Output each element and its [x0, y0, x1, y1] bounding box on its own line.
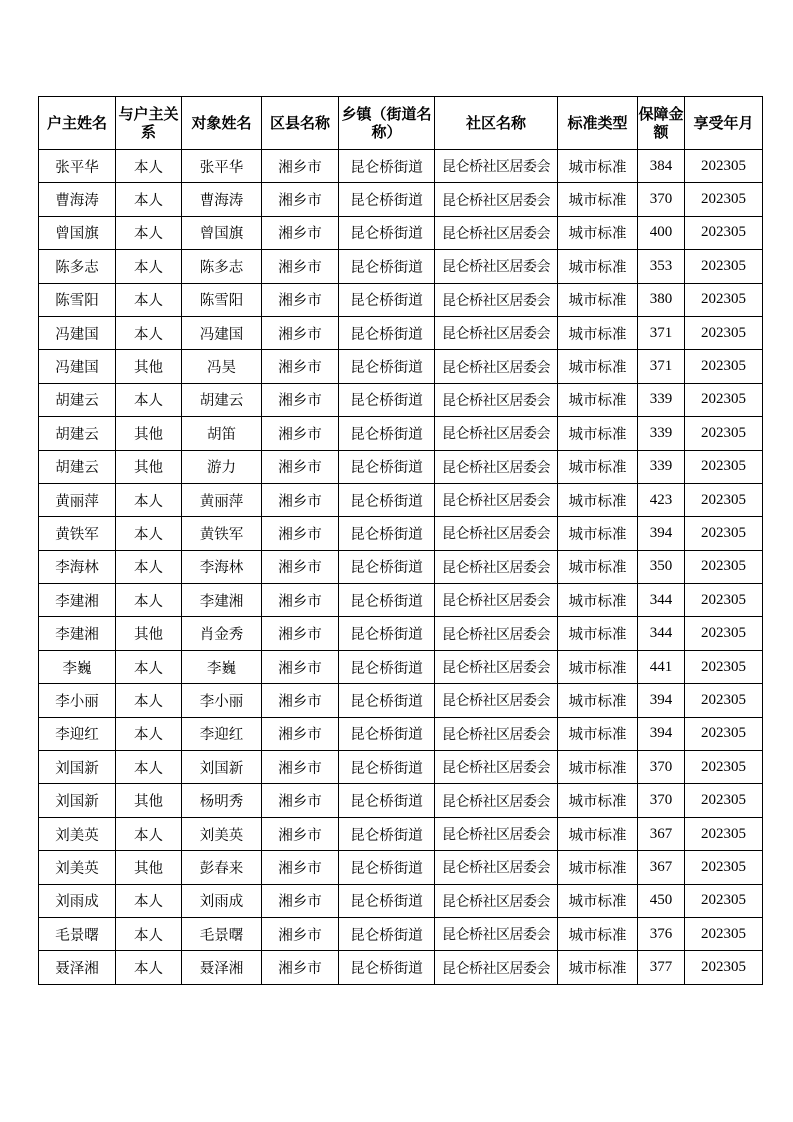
cell-amount: 339: [638, 383, 685, 416]
cell-period: 202305: [685, 316, 763, 349]
cell-recipient-name: 杨明秀: [182, 784, 262, 817]
cell-household-head: 陈多志: [39, 250, 116, 283]
table-row: [39, 951, 763, 984]
cell-community: 昆仑桥社区居委会: [435, 951, 558, 984]
cell-amount: 376: [638, 917, 685, 950]
cell-recipient-name: 黄丽萍: [182, 483, 262, 516]
cell-community: 昆仑桥社区居委会: [435, 350, 558, 383]
cell-recipient-name: 刘国新: [182, 751, 262, 784]
cell-household-head: 冯建国: [39, 350, 116, 383]
cell-period: 202305: [685, 617, 763, 650]
subsidy-table: [38, 96, 763, 985]
table-row: [39, 417, 763, 450]
cell-period: 202305: [685, 483, 763, 516]
cell-relation: 本人: [116, 483, 182, 516]
cell-household-head: 刘国新: [39, 751, 116, 784]
cell-period: 202305: [685, 684, 763, 717]
cell-community: 昆仑桥社区居委会: [435, 250, 558, 283]
cell-standard-type: 城市标准: [558, 884, 638, 917]
table-row: [39, 183, 763, 216]
cell-county: 湘乡市: [262, 517, 339, 550]
cell-relation: 本人: [116, 817, 182, 850]
cell-community: 昆仑桥社区居委会: [435, 483, 558, 516]
table-row: [39, 617, 763, 650]
cell-county: 湘乡市: [262, 817, 339, 850]
cell-county: 湘乡市: [262, 417, 339, 450]
cell-standard-type: 城市标准: [558, 617, 638, 650]
cell-household-head: 李迎红: [39, 717, 116, 750]
cell-household-head: 毛景曙: [39, 917, 116, 950]
cell-household-head: 胡建云: [39, 383, 116, 416]
cell-relation: 本人: [116, 650, 182, 683]
cell-recipient-name: 曾国旗: [182, 216, 262, 249]
cell-community: 昆仑桥社区居委会: [435, 216, 558, 249]
cell-relation: 其他: [116, 851, 182, 884]
cell-township: 昆仑桥街道: [339, 517, 435, 550]
cell-relation: 其他: [116, 350, 182, 383]
cell-standard-type: 城市标准: [558, 483, 638, 516]
cell-household-head: 刘美英: [39, 851, 116, 884]
cell-county: 湘乡市: [262, 584, 339, 617]
cell-recipient-name: 曹海涛: [182, 183, 262, 216]
cell-township: 昆仑桥街道: [339, 350, 435, 383]
cell-county: 湘乡市: [262, 917, 339, 950]
cell-household-head: 刘雨成: [39, 884, 116, 917]
cell-township: 昆仑桥街道: [339, 784, 435, 817]
cell-township: 昆仑桥街道: [339, 650, 435, 683]
cell-township: 昆仑桥街道: [339, 183, 435, 216]
cell-relation: 本人: [116, 751, 182, 784]
cell-community: 昆仑桥社区居委会: [435, 183, 558, 216]
table-row: [39, 550, 763, 583]
cell-period: 202305: [685, 817, 763, 850]
cell-period: 202305: [685, 717, 763, 750]
cell-household-head: 胡建云: [39, 417, 116, 450]
cell-township: 昆仑桥街道: [339, 584, 435, 617]
cell-household-head: 李海林: [39, 550, 116, 583]
cell-amount: 377: [638, 951, 685, 984]
cell-community: 昆仑桥社区居委会: [435, 684, 558, 717]
cell-township: 昆仑桥街道: [339, 917, 435, 950]
table-row: [39, 884, 763, 917]
cell-recipient-name: 张平华: [182, 150, 262, 183]
cell-household-head: 张平华: [39, 150, 116, 183]
cell-community: 昆仑桥社区居委会: [435, 450, 558, 483]
cell-township: 昆仑桥街道: [339, 751, 435, 784]
header-period: 享受年月: [685, 97, 763, 150]
cell-community: 昆仑桥社区居委会: [435, 584, 558, 617]
cell-township: 昆仑桥街道: [339, 851, 435, 884]
cell-period: 202305: [685, 751, 763, 784]
cell-township: 昆仑桥街道: [339, 283, 435, 316]
cell-recipient-name: 胡建云: [182, 383, 262, 416]
cell-period: 202305: [685, 383, 763, 416]
cell-county: 湘乡市: [262, 316, 339, 349]
cell-county: 湘乡市: [262, 884, 339, 917]
cell-county: 湘乡市: [262, 717, 339, 750]
cell-township: 昆仑桥街道: [339, 417, 435, 450]
cell-amount: 384: [638, 150, 685, 183]
cell-amount: 371: [638, 316, 685, 349]
table-row: [39, 150, 763, 183]
cell-amount: 441: [638, 650, 685, 683]
cell-amount: 344: [638, 584, 685, 617]
cell-amount: 339: [638, 417, 685, 450]
cell-relation: 其他: [116, 417, 182, 450]
header-relation: 与户主关系: [116, 97, 182, 150]
cell-community: 昆仑桥社区居委会: [435, 316, 558, 349]
cell-standard-type: 城市标准: [558, 684, 638, 717]
table-row: [39, 250, 763, 283]
cell-amount: 367: [638, 851, 685, 884]
cell-recipient-name: 李海林: [182, 550, 262, 583]
cell-county: 湘乡市: [262, 450, 339, 483]
cell-amount: 370: [638, 751, 685, 784]
cell-county: 湘乡市: [262, 483, 339, 516]
cell-relation: 本人: [116, 951, 182, 984]
cell-community: 昆仑桥社区居委会: [435, 751, 558, 784]
cell-household-head: 陈雪阳: [39, 283, 116, 316]
cell-township: 昆仑桥街道: [339, 216, 435, 249]
cell-amount: 371: [638, 350, 685, 383]
cell-amount: 394: [638, 717, 685, 750]
cell-standard-type: 城市标准: [558, 784, 638, 817]
cell-relation: 本人: [116, 584, 182, 617]
table-body: [39, 150, 763, 985]
table-row: [39, 917, 763, 950]
cell-amount: 344: [638, 617, 685, 650]
cell-recipient-name: 陈雪阳: [182, 283, 262, 316]
cell-household-head: 曾国旗: [39, 216, 116, 249]
cell-standard-type: 城市标准: [558, 450, 638, 483]
cell-county: 湘乡市: [262, 283, 339, 316]
table-row: [39, 483, 763, 516]
cell-relation: 本人: [116, 383, 182, 416]
cell-community: 昆仑桥社区居委会: [435, 917, 558, 950]
cell-recipient-name: 游力: [182, 450, 262, 483]
cell-community: 昆仑桥社区居委会: [435, 417, 558, 450]
cell-recipient-name: 李巍: [182, 650, 262, 683]
cell-household-head: 聂泽湘: [39, 951, 116, 984]
cell-community: 昆仑桥社区居委会: [435, 717, 558, 750]
cell-relation: 本人: [116, 717, 182, 750]
cell-household-head: 黄丽萍: [39, 483, 116, 516]
cell-amount: 367: [638, 817, 685, 850]
cell-standard-type: 城市标准: [558, 250, 638, 283]
cell-standard-type: 城市标准: [558, 851, 638, 884]
cell-community: 昆仑桥社区居委会: [435, 383, 558, 416]
header-amount: 保障金额: [638, 97, 685, 150]
cell-recipient-name: 刘雨成: [182, 884, 262, 917]
cell-recipient-name: 毛景曙: [182, 917, 262, 950]
cell-county: 湘乡市: [262, 550, 339, 583]
cell-community: 昆仑桥社区居委会: [435, 617, 558, 650]
cell-period: 202305: [685, 784, 763, 817]
cell-standard-type: 城市标准: [558, 350, 638, 383]
cell-household-head: 曹海涛: [39, 183, 116, 216]
cell-township: 昆仑桥街道: [339, 150, 435, 183]
header-recipient-name: 对象姓名: [182, 97, 262, 150]
cell-community: 昆仑桥社区居委会: [435, 851, 558, 884]
cell-household-head: 冯建国: [39, 316, 116, 349]
cell-household-head: 胡建云: [39, 450, 116, 483]
cell-amount: 353: [638, 250, 685, 283]
cell-county: 湘乡市: [262, 650, 339, 683]
cell-county: 湘乡市: [262, 250, 339, 283]
cell-relation: 本人: [116, 250, 182, 283]
cell-recipient-name: 冯建国: [182, 316, 262, 349]
cell-community: 昆仑桥社区居委会: [435, 283, 558, 316]
cell-county: 湘乡市: [262, 784, 339, 817]
cell-county: 湘乡市: [262, 751, 339, 784]
cell-county: 湘乡市: [262, 216, 339, 249]
header-household-head: 户主姓名: [39, 97, 116, 150]
table-row: [39, 784, 763, 817]
cell-amount: 423: [638, 483, 685, 516]
table-row: [39, 283, 763, 316]
table-row: [39, 684, 763, 717]
cell-relation: 本人: [116, 283, 182, 316]
cell-county: 湘乡市: [262, 383, 339, 416]
cell-relation: 本人: [116, 517, 182, 550]
cell-community: 昆仑桥社区居委会: [435, 817, 558, 850]
cell-relation: 其他: [116, 784, 182, 817]
cell-community: 昆仑桥社区居委会: [435, 784, 558, 817]
cell-standard-type: 城市标准: [558, 283, 638, 316]
cell-township: 昆仑桥街道: [339, 884, 435, 917]
cell-standard-type: 城市标准: [558, 951, 638, 984]
table-row: [39, 383, 763, 416]
cell-household-head: 李巍: [39, 650, 116, 683]
header-community: 社区名称: [435, 97, 558, 150]
cell-standard-type: 城市标准: [558, 316, 638, 349]
cell-county: 湘乡市: [262, 183, 339, 216]
cell-period: 202305: [685, 550, 763, 583]
cell-recipient-name: 刘美英: [182, 817, 262, 850]
cell-standard-type: 城市标准: [558, 817, 638, 850]
table-row: [39, 350, 763, 383]
header-township: 乡镇（街道名称）: [339, 97, 435, 150]
cell-township: 昆仑桥街道: [339, 817, 435, 850]
cell-household-head: 刘美英: [39, 817, 116, 850]
cell-township: 昆仑桥街道: [339, 483, 435, 516]
cell-period: 202305: [685, 650, 763, 683]
cell-household-head: 李小丽: [39, 684, 116, 717]
cell-period: 202305: [685, 951, 763, 984]
cell-period: 202305: [685, 450, 763, 483]
cell-relation: 本人: [116, 917, 182, 950]
cell-standard-type: 城市标准: [558, 417, 638, 450]
table-row: [39, 316, 763, 349]
table-row: [39, 584, 763, 617]
cell-standard-type: 城市标准: [558, 383, 638, 416]
cell-county: 湘乡市: [262, 150, 339, 183]
cell-county: 湘乡市: [262, 617, 339, 650]
cell-recipient-name: 李小丽: [182, 684, 262, 717]
cell-county: 湘乡市: [262, 851, 339, 884]
cell-township: 昆仑桥街道: [339, 617, 435, 650]
header-county: 区县名称: [262, 97, 339, 150]
cell-period: 202305: [685, 417, 763, 450]
cell-period: 202305: [685, 884, 763, 917]
cell-period: 202305: [685, 517, 763, 550]
cell-community: 昆仑桥社区居委会: [435, 550, 558, 583]
cell-period: 202305: [685, 283, 763, 316]
table-row: [39, 517, 763, 550]
cell-amount: 370: [638, 183, 685, 216]
cell-household-head: 刘国新: [39, 784, 116, 817]
cell-recipient-name: 聂泽湘: [182, 951, 262, 984]
table-row: [39, 817, 763, 850]
cell-relation: 本人: [116, 183, 182, 216]
cell-standard-type: 城市标准: [558, 150, 638, 183]
header-standard-type: 标准类型: [558, 97, 638, 150]
header-row: [39, 97, 763, 150]
cell-county: 湘乡市: [262, 951, 339, 984]
cell-township: 昆仑桥街道: [339, 550, 435, 583]
cell-relation: 本人: [116, 316, 182, 349]
cell-relation: 本人: [116, 150, 182, 183]
cell-standard-type: 城市标准: [558, 917, 638, 950]
cell-standard-type: 城市标准: [558, 584, 638, 617]
cell-recipient-name: 冯昊: [182, 350, 262, 383]
table-row: [39, 717, 763, 750]
cell-standard-type: 城市标准: [558, 751, 638, 784]
cell-amount: 394: [638, 684, 685, 717]
cell-recipient-name: 胡笛: [182, 417, 262, 450]
cell-recipient-name: 肖金秀: [182, 617, 262, 650]
cell-township: 昆仑桥街道: [339, 684, 435, 717]
cell-standard-type: 城市标准: [558, 550, 638, 583]
cell-household-head: 李建湘: [39, 617, 116, 650]
cell-amount: 394: [638, 517, 685, 550]
cell-recipient-name: 李迎红: [182, 717, 262, 750]
cell-standard-type: 城市标准: [558, 650, 638, 683]
cell-amount: 339: [638, 450, 685, 483]
cell-recipient-name: 陈多志: [182, 250, 262, 283]
cell-township: 昆仑桥街道: [339, 250, 435, 283]
cell-standard-type: 城市标准: [558, 216, 638, 249]
cell-community: 昆仑桥社区居委会: [435, 150, 558, 183]
table-row: [39, 751, 763, 784]
cell-period: 202305: [685, 250, 763, 283]
cell-standard-type: 城市标准: [558, 183, 638, 216]
cell-township: 昆仑桥街道: [339, 316, 435, 349]
cell-period: 202305: [685, 584, 763, 617]
cell-community: 昆仑桥社区居委会: [435, 884, 558, 917]
cell-period: 202305: [685, 150, 763, 183]
cell-relation: 本人: [116, 684, 182, 717]
cell-period: 202305: [685, 216, 763, 249]
cell-township: 昆仑桥街道: [339, 717, 435, 750]
cell-household-head: 黄铁军: [39, 517, 116, 550]
cell-household-head: 李建湘: [39, 584, 116, 617]
cell-amount: 350: [638, 550, 685, 583]
cell-community: 昆仑桥社区居委会: [435, 650, 558, 683]
cell-relation: 本人: [116, 216, 182, 249]
cell-township: 昆仑桥街道: [339, 951, 435, 984]
cell-county: 湘乡市: [262, 684, 339, 717]
cell-relation: 本人: [116, 884, 182, 917]
table-row: [39, 650, 763, 683]
cell-period: 202305: [685, 917, 763, 950]
cell-amount: 380: [638, 283, 685, 316]
cell-amount: 370: [638, 784, 685, 817]
cell-amount: 450: [638, 884, 685, 917]
cell-standard-type: 城市标准: [558, 517, 638, 550]
cell-recipient-name: 黄铁军: [182, 517, 262, 550]
table-row: [39, 216, 763, 249]
cell-standard-type: 城市标准: [558, 717, 638, 750]
cell-period: 202305: [685, 350, 763, 383]
cell-township: 昆仑桥街道: [339, 450, 435, 483]
cell-relation: 本人: [116, 550, 182, 583]
cell-amount: 400: [638, 216, 685, 249]
cell-recipient-name: 彭春来: [182, 851, 262, 884]
table-row: [39, 851, 763, 884]
cell-township: 昆仑桥街道: [339, 383, 435, 416]
cell-recipient-name: 李建湘: [182, 584, 262, 617]
cell-relation: 其他: [116, 617, 182, 650]
cell-county: 湘乡市: [262, 350, 339, 383]
table-row: [39, 450, 763, 483]
cell-period: 202305: [685, 183, 763, 216]
cell-community: 昆仑桥社区居委会: [435, 517, 558, 550]
cell-relation: 其他: [116, 450, 182, 483]
cell-period: 202305: [685, 851, 763, 884]
